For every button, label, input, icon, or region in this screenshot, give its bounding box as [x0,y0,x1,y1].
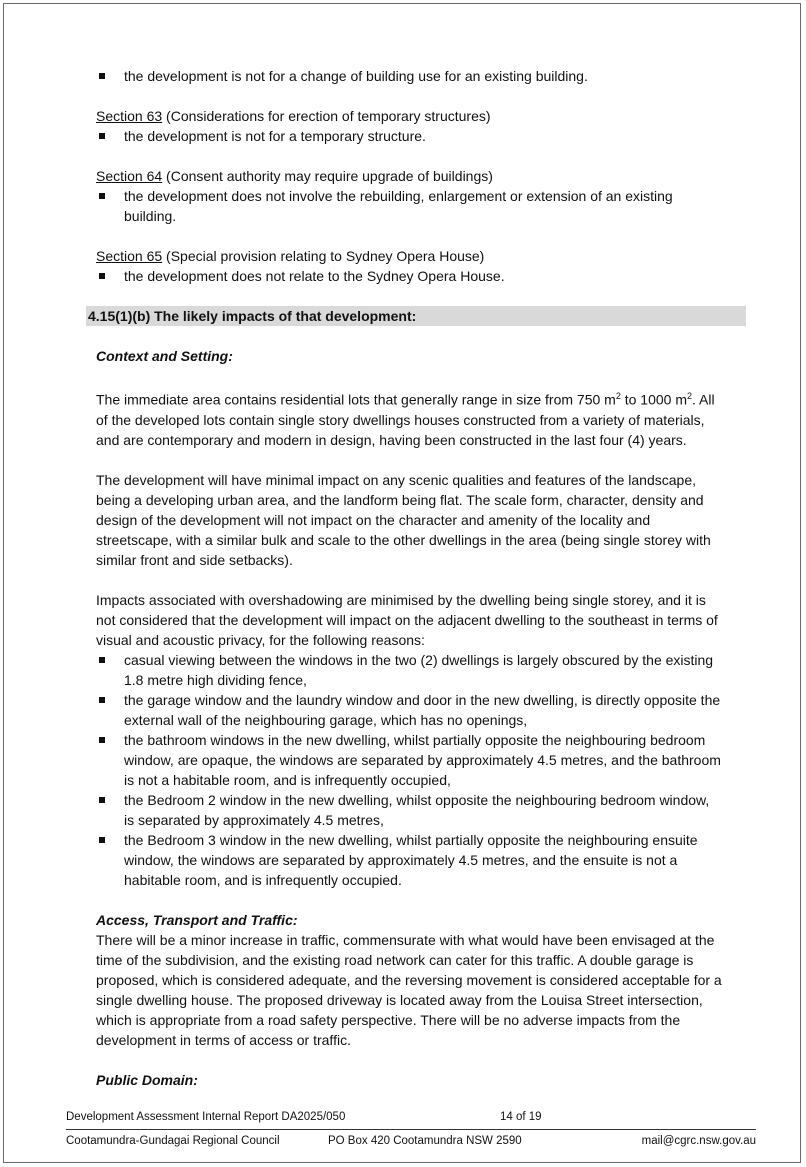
list-item: the development does not relate to the Sydney Opera House. [96,266,722,286]
context-p1-text-a: The immediate area contains residential lots that generally range in size from 750 m [96,391,616,408]
list-item: casual viewing between the windows in the two (2) dwellings is largely obscured by the existing 1.8 metre high dividing fence, [96,650,722,690]
top-bullet-list [96,66,722,86]
section-64-heading [96,166,722,186]
section-63-bullets [96,126,722,146]
context-p1-text-b: to 1000 m [620,391,687,408]
access-heading: Access, Transport and Traffic: [96,911,298,928]
context-paragraph-1 [96,386,722,450]
section-65-heading [96,246,722,266]
context-heading: Context and Setting: [96,348,233,364]
context-p1-text-c: . All of the developed lots contain single story dwellings houses constructed from a variety of materials, and are contemporary and modern in design, having been constructed in the last four (4) years. [96,391,715,448]
footer-email-link[interactable]: mail@cgrc.nsw.gov.au [641,1135,756,1147]
list-item: the Bedroom 2 window in the new dwelling, whilst opposite the neighbouring bedroom window, is separated by approximately 4.5 metres, [96,790,722,830]
footer-line-2 [66,1134,756,1148]
superscript: 2 [615,391,621,401]
list-item: the development does not involve the rebuilding, enlargement or extension of an existing building. [96,186,722,226]
page-content [88,66,722,1090]
section-64-link[interactable]: Section 64 [96,168,163,184]
superscript: 2 [687,391,693,401]
footer-address: PO Box 420 Cootamundra NSW 2590 [328,1135,522,1147]
section-63-title: (Considerations for erection of temporary structures) [162,108,491,124]
section-63-link[interactable]: Section 63 [96,108,163,124]
access-paragraph: There will be a minor increase in traffic, commensurate with what would have been envisaged at the time of the subdivision, and the existing road network can cater for this traffic. A double garage is proposed, which is considered adequate, and the reversing movement is considered acceptable for a single dwelling house. The proposed driveway is located away from the Louisa Street intersection, which is appropriate from a road safety perspective. There will be no adverse impacts from the development in terms of access or traffic. [96,931,722,1048]
section-64-bullets [96,186,722,226]
list-item: the development is not for a change of building use for an existing building. [96,66,722,86]
page-number: 14 of 19 [500,1111,542,1123]
footer-line-1 [66,1110,756,1124]
public-domain-heading: Public Domain: [96,1071,198,1088]
footer-report-title: Development Assessment Internal Report DA2025/050 [66,1111,346,1123]
impacts-section-heading: 4.15(1)(b) The likely impacts of that development: [86,306,746,326]
section-65-link[interactable]: Section 65 [96,248,163,264]
section-64-title: (Consent authority may require upgrade of buildings) [162,168,493,184]
list-item: the bathroom windows in the new dwelling, whilst partially opposite the neighbouring bedroom window, are opaque, the windows are separated by approximately 4.5 metres, and the bathroom is not a habitable room, and is infrequently occupied, [96,730,722,790]
section-65-title: (Special provision relating to Sydney Opera House) [162,248,485,264]
list-item: the garage window and the laundry window and door in the new dwelling, is directly opposite the external wall of the neighbouring garage, which has no openings, [96,690,722,730]
context-paragraph-2: The development will have minimal impact on any scenic qualities and features of the landscape, being a developing urban area, and the landform being flat. The scale form, character, density and design of the development will not impact on the character and amenity of the locality and streetscape, with a similar bulk and scale to the other dwellings in the area (being single storey with similar front and side setbacks). [96,471,711,568]
privacy-reasons-list [96,650,722,890]
section-63-heading [96,106,722,126]
footer-council-name: Cootamundra-Gundagai Regional Council [66,1135,280,1147]
list-item: the Bedroom 3 window in the new dwelling, whilst partially opposite the neighbouring ensuite window, the windows are separated by approximately 4.5 metres, and the ensuite is not a habitable room, and is infrequently occupied. [96,830,722,890]
context-paragraph-3: Impacts associated with overshadowing are minimised by the dwelling being single storey, and it is not considered that the development will impact on the adjacent dwelling to the southeast in terms of visual and acoustic privacy, for the following reasons: [96,591,718,648]
section-65-bullets [96,266,722,286]
footer-divider [66,1129,756,1130]
list-item: the development is not for a temporary structure. [96,126,722,146]
